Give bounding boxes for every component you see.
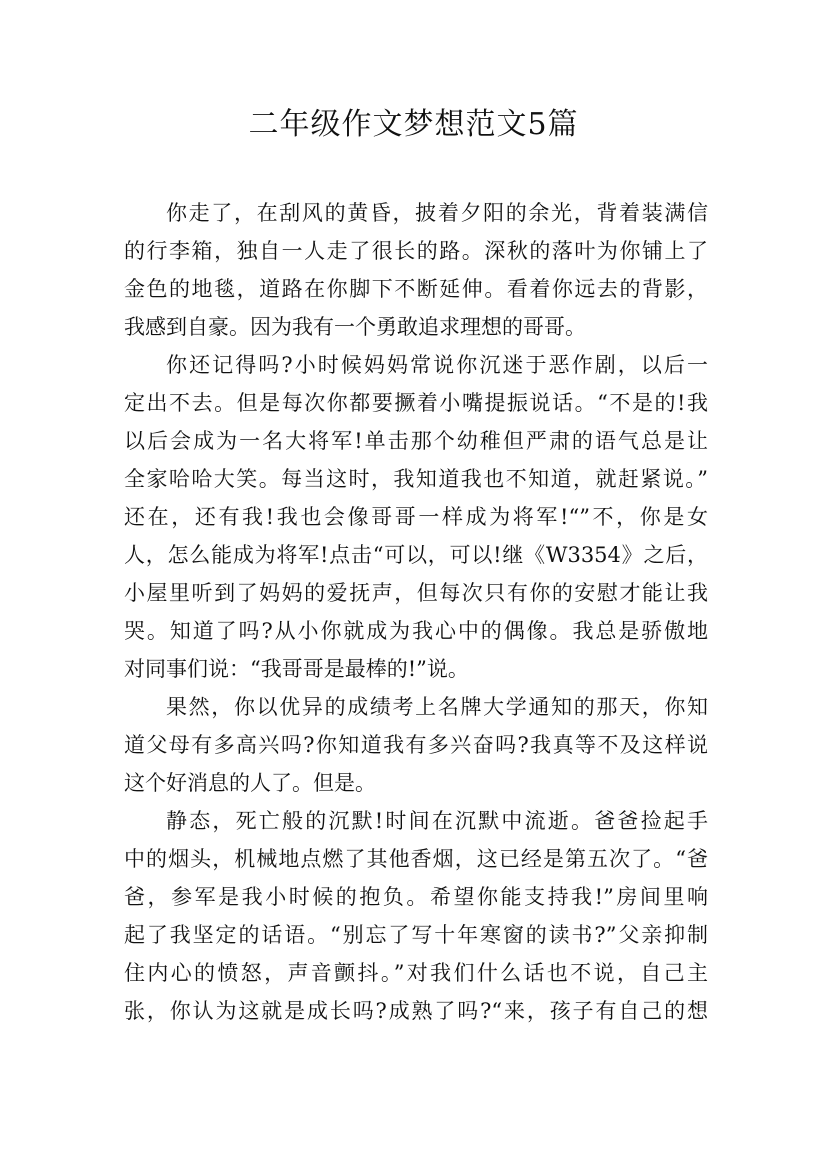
- paragraph-3-line-2: 道父母有多高兴吗?你知道我有多兴奋吗?我真等不及这样说: [124, 733, 708, 757]
- paragraph-2-line-2: 定出不去。但是每次你都要撅着小嘴提振说话。“不是的!我: [124, 391, 708, 415]
- paragraph-1-line-1: 你走了，在刮风的黄昏，披着夕阳的余光，背着装满信: [166, 201, 708, 225]
- paragraph-4-line-5: 住内心的愤怒，声音颤抖。”对我们什么话也不说，自己主: [124, 961, 708, 985]
- paragraph-1-line-3: 金色的地毯，道路在你脚下不断延伸。看着你远去的背影，: [124, 277, 708, 301]
- paragraph-2-line-3: 以后会成为一名大将军!单击那个幼稚但严肃的语气总是让: [124, 429, 708, 453]
- paragraph-2-line-4: 全家哈哈大笑。每当这时，我知道我也不知道，就赶紧说。”: [124, 467, 708, 491]
- page-title: 二年级作文梦想范文5篇: [248, 107, 579, 142]
- paragraph-4-line-6: 张，你认为这就是成长吗?成熟了吗?“来，孩子有自己的想: [124, 999, 708, 1023]
- paragraph-2-line-8: 哭。知道了吗?从小你就成为我心中的偶像。我总是骄傲地: [124, 619, 708, 643]
- paragraph-2-line-5: 还在，还有我!我也会像哥哥一样成为将军!“”不，你是女: [124, 505, 708, 529]
- paragraph-4-line-1: 静态，死亡般的沉默!时间在沉默中流逝。爸爸捡起手: [166, 809, 708, 833]
- paragraph-2-line-1: 你还记得吗?小时候妈妈常说你沉迷于恶作剧，以后一: [166, 353, 708, 377]
- paragraph-1-line-4: 我感到自豪。因为我有一个勇敢追求理想的哥哥。: [124, 315, 586, 339]
- paragraph-2-line-7: 小屋里听到了妈妈的爱抚声，但每次只有你的安慰才能让我: [124, 581, 708, 605]
- paragraph-4-line-4: 起了我坚定的话语。“别忘了写十年寒窗的读书?”父亲抑制: [124, 923, 708, 947]
- paragraph-2-line-9: 对同事们说：“我哥哥是最棒的!”说。: [124, 657, 469, 681]
- paragraph-3-line-1: 果然，你以优异的成绩考上名牌大学通知的那天，你知: [166, 695, 708, 719]
- paragraph-4-line-2: 中的烟头，机械地点燃了其他香烟，这已经是第五次了。“爸: [124, 847, 708, 871]
- essay-body: [124, 194, 708, 1030]
- paragraph-1-line-2: 的行李箱，独自一人走了很长的路。深秋的落叶为你铺上了: [124, 239, 708, 263]
- paragraph-2-line-6: 人，怎么能成为将军!点击“可以，可以!继《W3354》之后，: [124, 543, 708, 567]
- paragraph-4-line-3: 爸，参军是我小时候的抱负。希望你能支持我!”房间里响: [124, 885, 708, 909]
- paragraph-3-line-3: 这个好消息的人了。但是。: [124, 771, 376, 795]
